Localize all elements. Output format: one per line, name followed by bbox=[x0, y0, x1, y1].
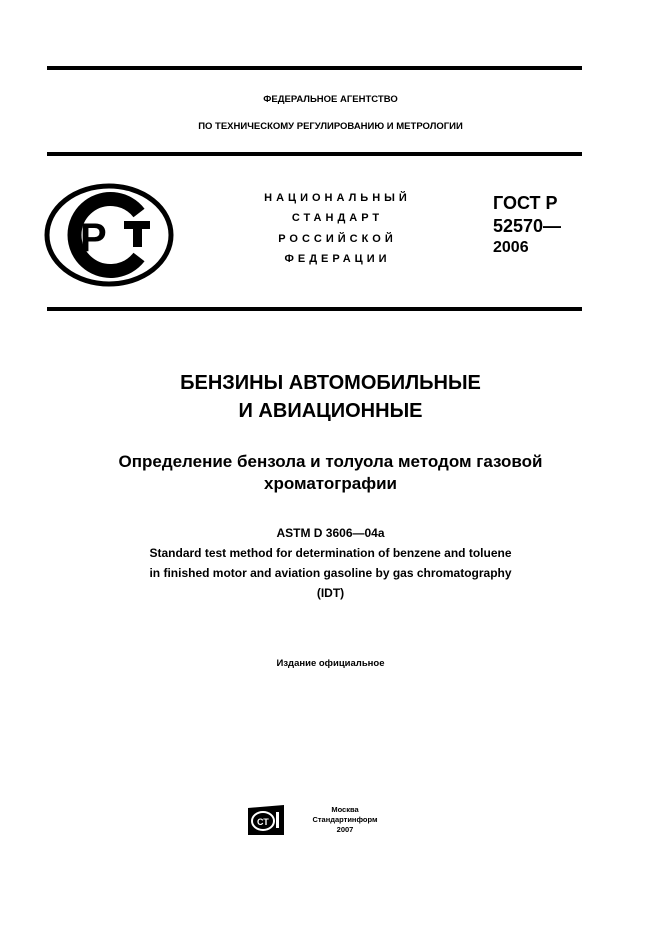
publisher-name: Стандартинформ bbox=[312, 815, 378, 824]
top-rule bbox=[47, 66, 582, 70]
gost-number bbox=[493, 192, 561, 260]
agency-line-2: ПО ТЕХНИЧЕСКОМУ РЕГУЛИРОВАНИЮ И МЕТРОЛОГИИ bbox=[198, 121, 463, 132]
header-rule bbox=[47, 152, 582, 156]
astm-line: (IDT) bbox=[316, 586, 345, 600]
astm-line: ASTM D 3606—04a bbox=[276, 526, 385, 540]
publisher-logo-icon bbox=[246, 804, 286, 836]
national-line: НАЦИОНАЛЬНЫЙ bbox=[264, 192, 411, 204]
astm-line: Standard test method for determination of benzene and toluene bbox=[149, 546, 512, 560]
national-line: РОССИЙСКОЙ bbox=[278, 232, 397, 245]
title-line: БЕНЗИНЫ АВТОМОБИЛЬНЫЕ bbox=[180, 372, 481, 394]
national-line: СТАНДАРТ bbox=[291, 212, 384, 225]
national-line: ФЕДЕРАЦИИ bbox=[284, 252, 391, 265]
svg-text:P: P bbox=[80, 216, 107, 260]
subtitle-line: хроматографии bbox=[264, 474, 397, 493]
middle-rule bbox=[47, 307, 582, 311]
svg-text:СТ: СТ bbox=[257, 817, 269, 827]
gost-r-logo-icon bbox=[44, 183, 174, 287]
document-subtitle bbox=[0, 451, 661, 495]
gost-line-2: 52570— bbox=[493, 215, 562, 236]
gost-line-1: ГОСТ Р bbox=[493, 193, 558, 213]
agency-line-1: ФЕДЕРАЛЬНОЕ АГЕНТСТВО bbox=[263, 94, 398, 105]
astm-line: in finished motor and aviation gasoline by gas chromatography bbox=[149, 566, 512, 580]
gost-year: 2006 bbox=[493, 239, 529, 256]
document-title bbox=[0, 369, 661, 425]
publisher-city: Москва bbox=[331, 805, 359, 814]
national-standard-label bbox=[230, 188, 445, 269]
subtitle-line: Определение бензола и толуола методом газовой bbox=[118, 452, 543, 471]
publisher-year: 2007 bbox=[336, 825, 354, 834]
edition-label: Издание официальное bbox=[276, 658, 385, 669]
astm-reference bbox=[0, 523, 661, 603]
publisher-info bbox=[300, 805, 390, 835]
title-line: И АВИАЦИОННЫЕ bbox=[238, 400, 423, 422]
